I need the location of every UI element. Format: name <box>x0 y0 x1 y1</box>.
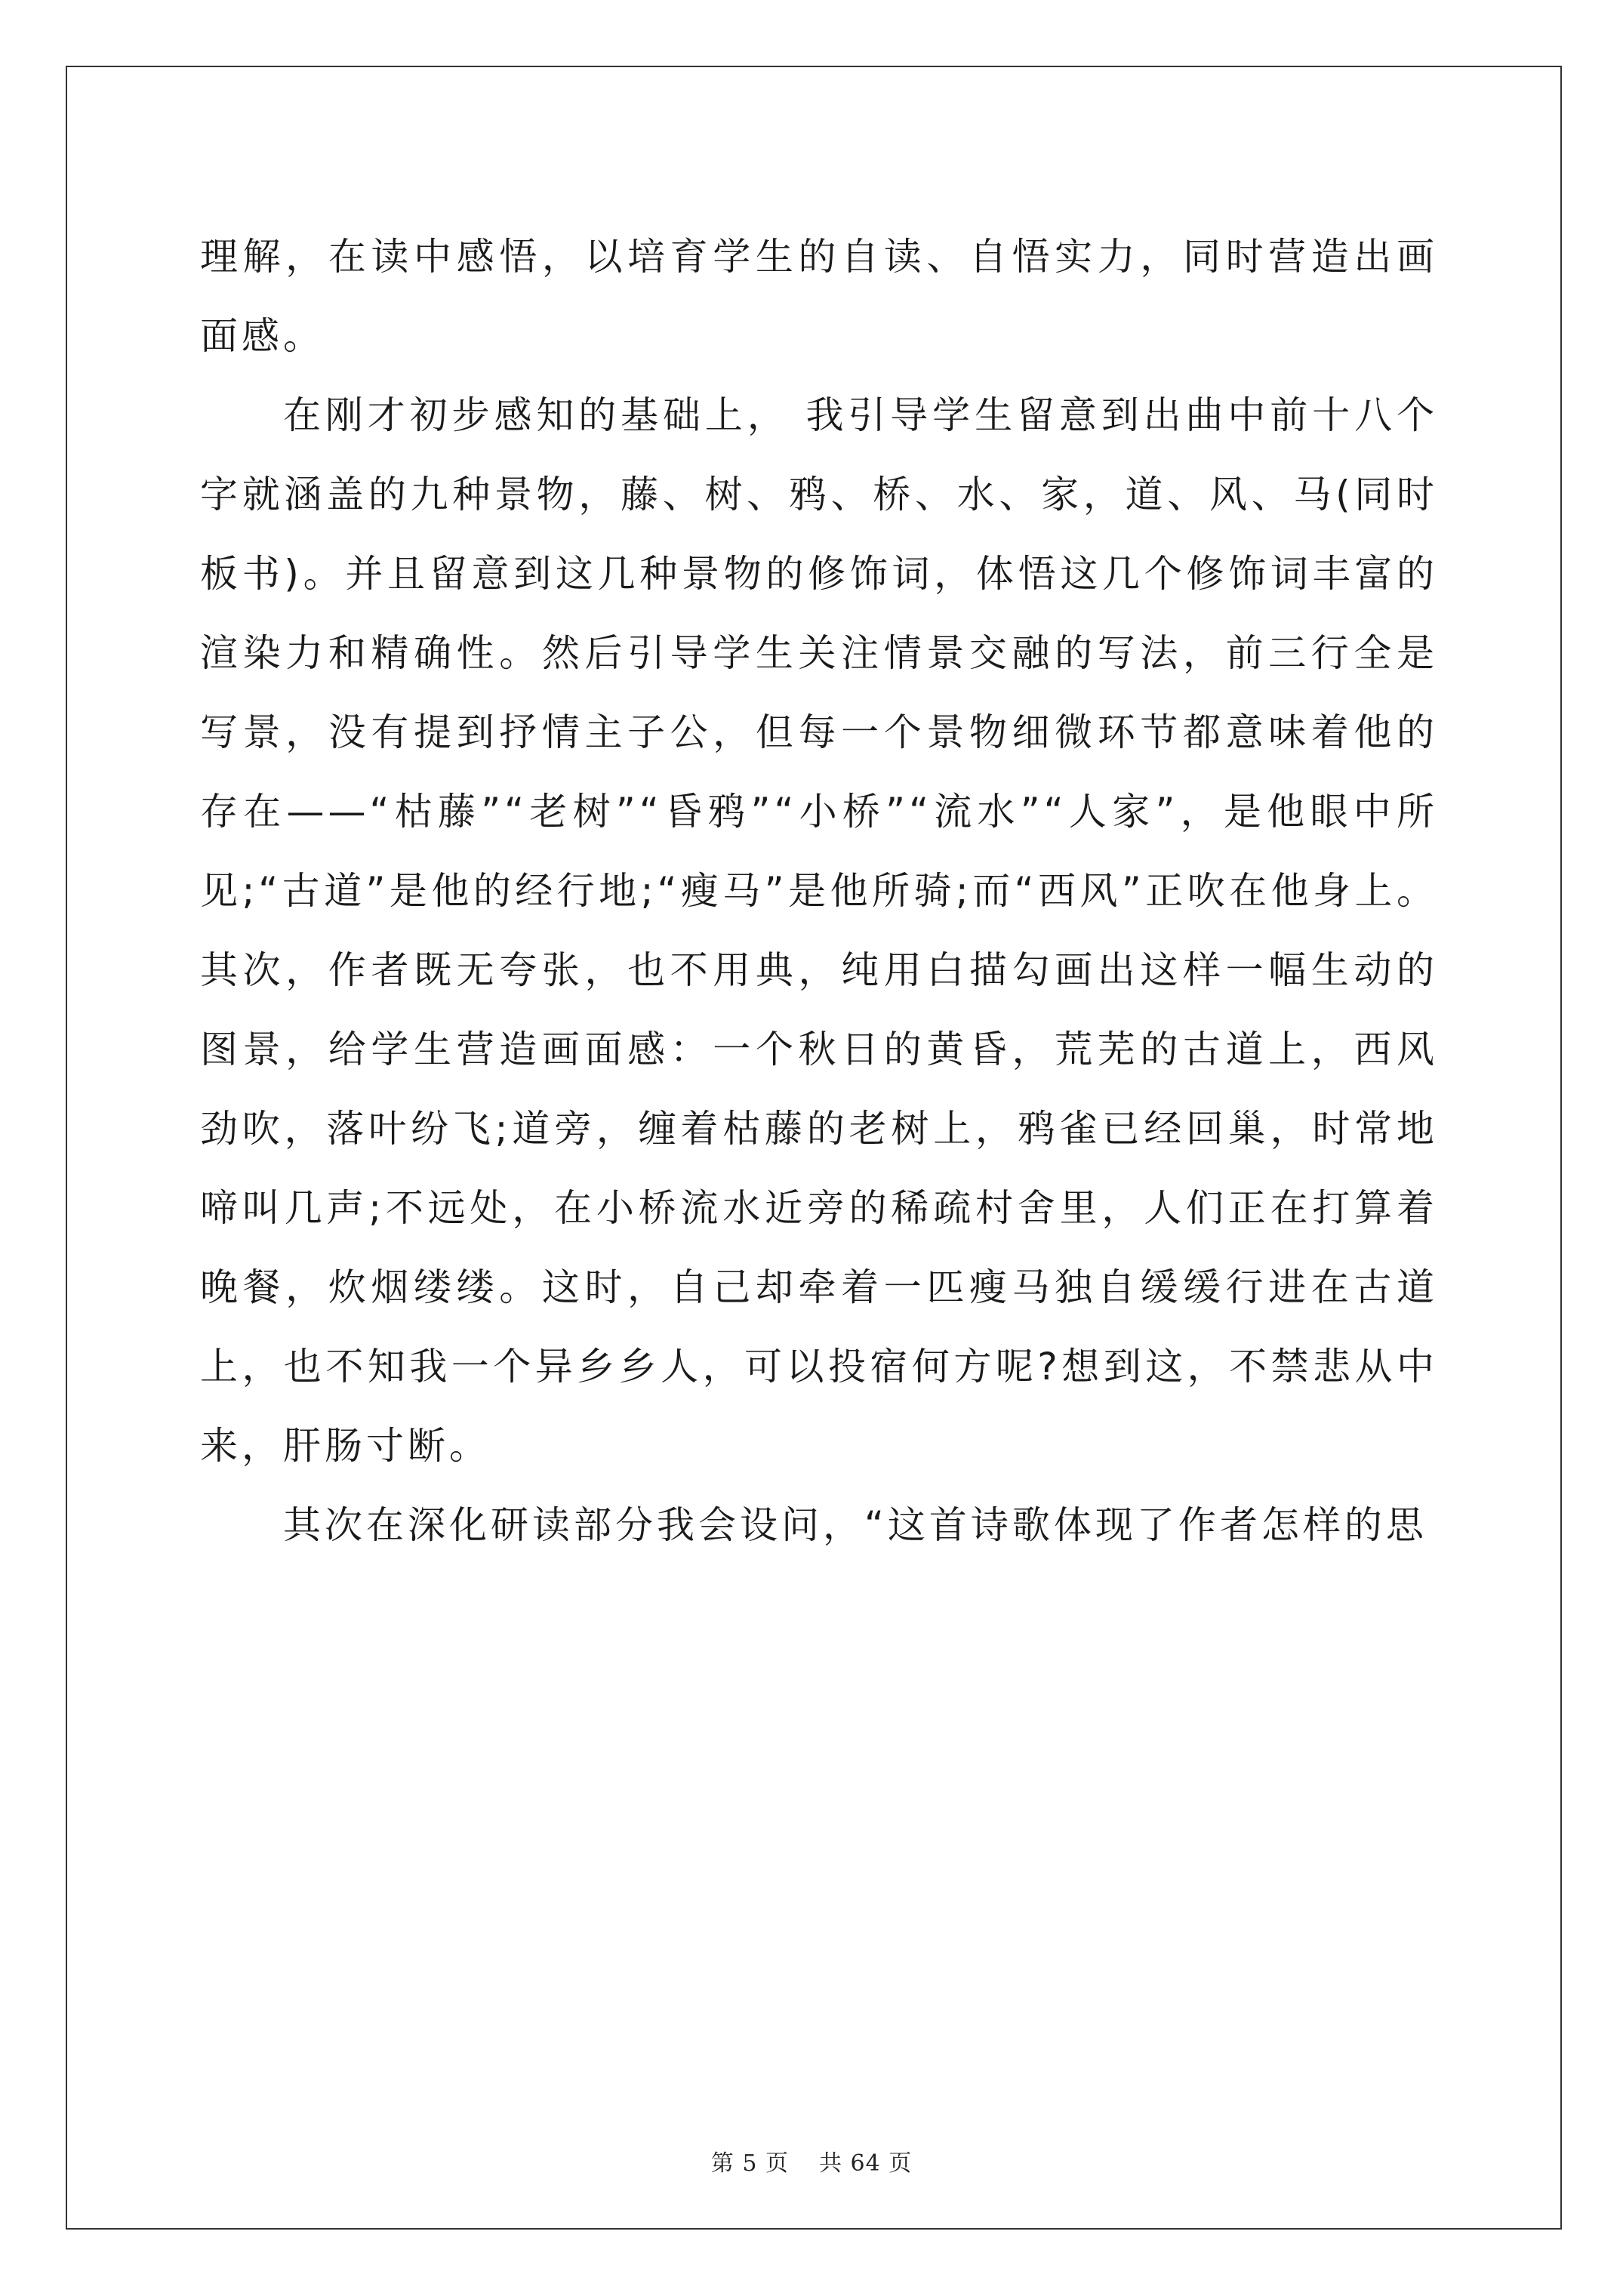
page-number: 第 5 页 <box>710 2150 789 2177</box>
page-footer <box>0 2144 1623 2177</box>
page-total: 共 64 页 <box>818 2150 913 2177</box>
paragraph-2: 在刚才初步感知的基础上， 我引导学生留意到出曲中前十八个字就涵盖的九种景物，藤、树、鸦、桥、水、家，道、风、马(同时板书)。并且留意到这几种景物的修饰词，体悟这几个修饰词丰富的渲染力和精确性。然后引导学生关注情景交融的写法，前三行全是写景，没有提到抒情主子公，但每一个景物细微环节都意味着他的存在——“枯藤”“老树”“昏鸦”“小桥”“流水”“人家”，是他眼中所见;“古道”是他的经行地;“瘦马”是他所骑;而“西风”正吹在他身上。其次，作者既无夸张，也不用典，纯用白描勾画出这样一幅生动的图景，给学生营造画面感：一个秋日的黄昏，荒芜的古道上，西风劲吹，落叶纷飞;道旁，缠着枯藤的老树上，鸦雀已经回巢，时常地啼叫几声;不远处，在小桥流水近旁的稀疏村舍里，人们正在打算着晚餐，炊烟缕缕。这时，自己却牵着一匹瘦马独自缓缓行进在古道上，也不知我一个异乡乡人，可以投宿何方呢?想到这，不禁悲从中来，肝肠寸断。 <box>200 393 1438 1468</box>
paragraph-3: 其次在深化研读部分我会设问，“这首诗歌体现了作者怎样的思 <box>283 1503 1427 1547</box>
paragraph-1: 理解，在读中感悟，以培育学生的自读、自悟实力，同时营造出画面感。 <box>200 235 1438 358</box>
document-body <box>200 217 1438 1565</box>
